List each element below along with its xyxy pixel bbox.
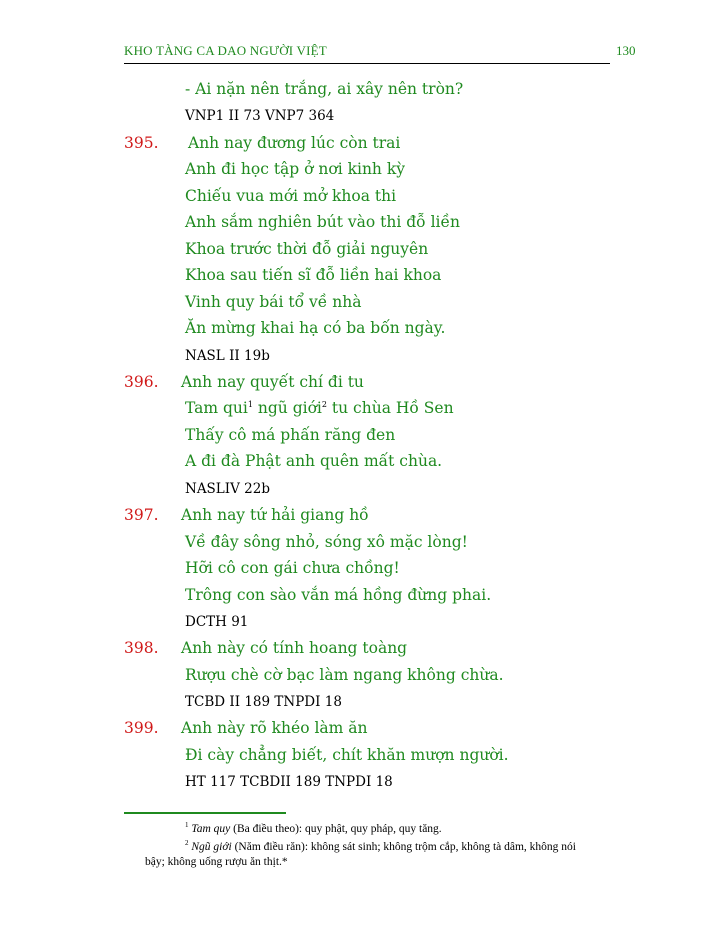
verse-line: Về đây sông nhỏ, sóng xô mặc lòng! [185,533,468,551]
footnote-term: Tam quy [191,823,231,835]
verse-line: Vinh quy bái tổ về nhà [185,293,362,311]
page-number: 130 [616,43,636,58]
verse-line: Khoa sau tiến sĩ đỗ liền hai khoa [185,266,442,284]
source-reference: VNP1 II 73 VNP7 364 [185,108,335,124]
verse-line: Anh đi học tập ở nơi kinh kỳ [185,160,405,178]
footnote-ref[interactable]: 1 [247,399,253,409]
verse-line: Khoa trước thời đỗ giải nguyên [185,240,429,258]
verse-line: Chiếu vua mới mở khoa thi [185,187,397,205]
footnote-mark: 2 [185,839,189,848]
verse-line: Anh nay tứ hải giang hồ [181,506,369,524]
verse-line-with-footnotes [185,399,454,417]
verse-line: Anh nay đương lúc còn trai [188,134,401,152]
source-reference: NASL II 19b [185,348,270,364]
verse-number: 395. [124,134,159,152]
verse-text: ngũ giới [257,399,322,417]
verse-line: Hỡi cô con gái chưa chồng! [185,559,400,577]
verse-line: Ăn mừng khai hạ có ba bốn ngày. [185,319,446,337]
verse-line: Đi cày chẳng biết, chít khăn mượn người. [185,746,509,764]
header-title: KHO TÀNG CA DAO NGƯỜI VIỆT [124,43,327,58]
footnote-1 [185,823,442,835]
footnote-ref[interactable]: 2 [321,399,327,409]
verse-line: Anh này rõ khéo làm ăn [181,719,368,737]
footnote-text: (Ba điều theo): quy phật, quy pháp, quy tăng. [230,823,442,835]
verse-line: Rượu chè cờ bạc làm ngang không chừa. [185,666,504,684]
verse-number: 396. [124,373,159,391]
verse-line: Anh sắm nghiên bút vào thi đỗ liền [185,213,461,231]
footnote-2-continued: bậy; không uống rượu ăn thịt.* [145,856,288,868]
verse-line: A đi đà Phật anh quên mất chùa. [185,452,443,470]
verse-number: 398. [124,639,159,657]
source-reference: TCBD II 189 TNPDI 18 [185,694,342,710]
footnote-2 [185,841,576,853]
verse-line: Trông con sào vắn má hồng đừng phai. [185,586,492,604]
footnote-text: (Năm điều răn): không sát sinh; không trộm cắp, không tà dâm, không nói [231,841,577,853]
verse-number: 397. [124,506,159,524]
verse-line: Anh nay quyết chí đi tu [181,373,364,391]
verse-text: Tam qui [185,399,248,417]
verse-line: Anh này có tính hoang toàng [181,639,408,657]
verse-number: 399. [124,719,159,737]
page-header [124,43,610,64]
footnote-separator [124,812,286,814]
source-reference: NASLIV 22b [185,481,270,497]
verse-line: - Ai nặn nên trắng, ai xây nên tròn? [185,80,464,98]
footnote-mark: 1 [185,821,189,830]
footnote-term: Ngũ giới [191,841,232,853]
source-reference: DCTH 91 [185,614,249,630]
source-reference: HT 117 TCBDII 189 TNPDI 18 [185,774,393,790]
verse-line: Thấy cô má phấn răng đen [185,426,396,444]
verse-text: tu chùa Hồ Sen [331,399,454,417]
